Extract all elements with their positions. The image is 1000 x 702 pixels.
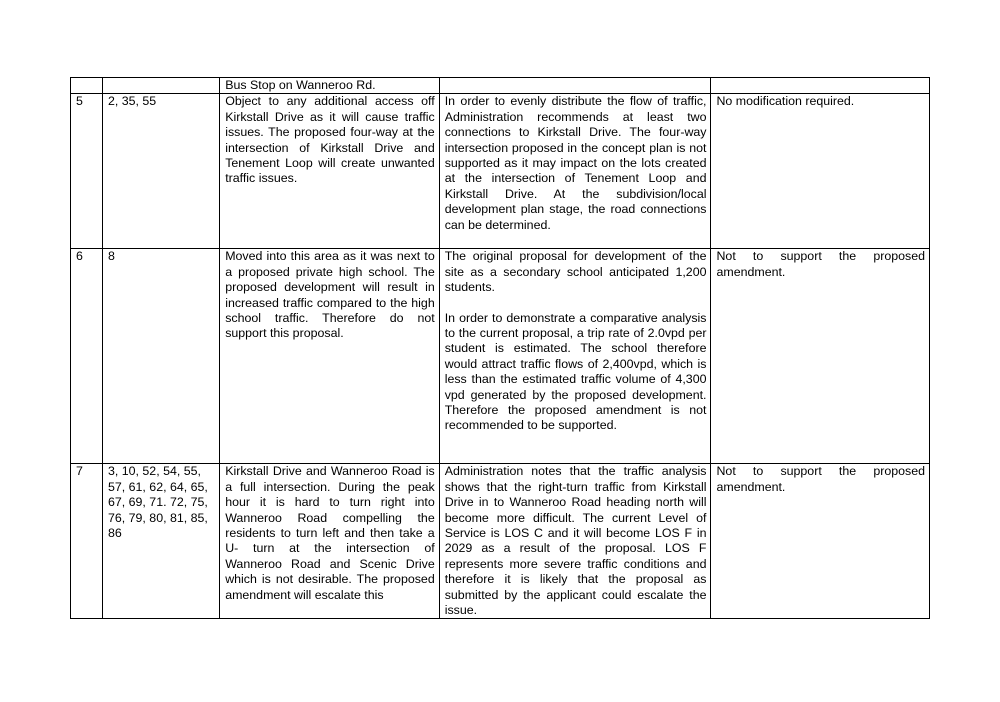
comment-cell: Object to any additional access off Kirkstall Drive as it will cause traffic issues. The proposed four-way at the intersection of Kirkstall Drive and Tenement Loop will create unwanted traffic issues. — [220, 94, 440, 249]
response-cell: Administration notes that the traffic analysis shows that the right-turn traffic from Kirkstall Drive in to Wanneroo Road heading north will become more difficult. The current Level of Service is LOS C and it will become LOS F in 2029 as a result of the proposal. LOS F represents more severe traffic conditions and therefore it is likely that the proposal as submitted by the applicant could escalate the issue. — [439, 464, 711, 619]
response-paragraph: In order to demonstrate a comparative analysis to the current proposal, a trip rate of 2.0vpd per student is estimated. The school therefore would attract traffic flows of 2,400vpd, which is less than the estimated traffic volume of 4,300 vpd generated by the proposed development. Therefore the proposed amendment is not recommended to be supported. — [444, 310, 707, 433]
table-row — [71, 464, 930, 619]
row-number-cell: 5 — [71, 94, 103, 249]
response-cell: In order to evenly distribute the flow of traffic, Administration recommends at least two connections to Kirkstall Drive. The four-way intersection proposed in the concept plan is not supported as it may impact on the lots created at the intersection of Tenement Loop and Kirkstall Drive. At the subdivision/local development plan stage, the road connections can be determined. — [439, 94, 711, 249]
row-number-cell — [71, 78, 103, 94]
recommendation-cell: No modification required. — [711, 94, 930, 249]
comment-cell: Moved into this area as it was next to a proposed private high school. The proposed development will result in increased traffic compared to the high school traffic. Therefore do not support this proposal. — [220, 249, 440, 464]
response-cell — [439, 249, 711, 464]
row-number-cell: 7 — [71, 464, 103, 619]
recommendation-cell: Not to support the proposed amendment. — [711, 249, 930, 464]
comment-cell: Bus Stop on Wanneroo Rd. — [220, 78, 440, 94]
submission-numbers-cell: 2, 35, 55 — [102, 94, 219, 249]
recommendation-cell: Not to support the proposed amendment. — [711, 464, 930, 619]
row-number-cell: 6 — [71, 249, 103, 464]
submissions-table — [70, 77, 930, 619]
submission-numbers-cell: 8 — [102, 249, 219, 464]
table-row — [71, 249, 930, 464]
response-paragraph: The original proposal for development of the site as a secondary school anticipated 1,200 students. — [444, 249, 707, 295]
comment-cell: Kirkstall Drive and Wanneroo Road is a full intersection. During the peak hour it is hard to turn right into Wanneroo Road compelling the residents to turn left and then take a U- turn at the intersection of Wanneroo Road and Scenic Drive which is not desirable. The proposed amendment will escalate this — [220, 464, 440, 619]
submission-numbers-cell — [102, 78, 219, 94]
paragraph-gap — [445, 296, 707, 311]
table-row — [71, 78, 930, 94]
response-cell — [439, 78, 711, 94]
submission-numbers-cell: 3, 10, 52, 54, 55, 57, 61, 62, 64, 65, 67, 69, 71. 72, 75, 76, 79, 80, 81, 85, 86 — [102, 464, 219, 619]
recommendation-cell — [711, 78, 930, 94]
table-row — [71, 94, 930, 249]
